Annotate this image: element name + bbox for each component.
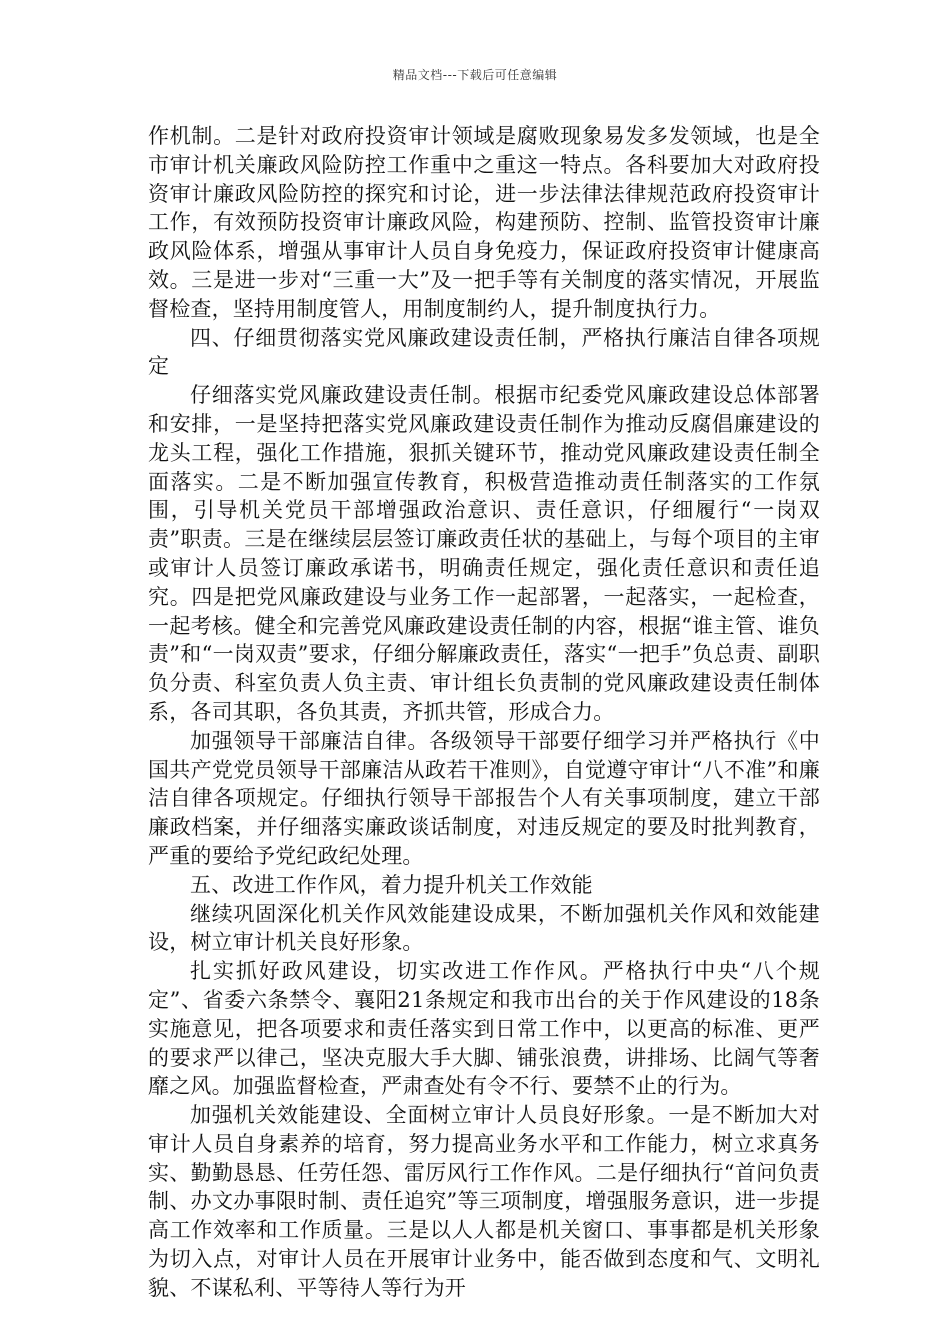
paragraph-leader-self-discipline: 加强领导干部廉洁自律。各级领导干部要仔细学习并严格执行《中国共产党党员领导干部廉洁从政若干准则》，自觉遵守审计“八不准”和廉洁自律各项规定。仔细执行领导干部报告个人有关事项制度，建立干部廉政档案，并仔细落实廉政谈话制度，对违反规定的要及时批判教育，严重的要给予党纪政纪处理。 [148,728,820,868]
section-heading-five: 五、改进工作作风，着力提升机关工作效能 [190,872,593,897]
paragraph-image-building: 加强机关效能建设、全面树立审计人员良好形象。一是不断加大对审计人员自身素养的培育，努力提高业务水平和工作能力，树立求真务实、勤勤恳恳、任劳任怨、雷厉风行工作作风。二是仔细执行“首问负责制、办文办事限时制、责任追究”等三项制度，增强服务意识，进一步提高工作效率和工作质量。三是以人人都是机关窗口、事事都是机关形象为切入点，对审计人员在开展审计业务中，能否做到态度和气、文明礼貌、不谋私利、平等待人等行为开 [148,1103,820,1300]
paragraph-work-style: 扎实抓好政风建设，切实改进工作作风。严格执行中央“八个规定”、省委六条禁令、襄阳21条规定和我市出台的关于作风建设的18条实施意见，把各项要求和责任落实到日常工作中，以更高的标准、更严的要求严以律己，坚决克服大手大脚、铺张浪费，讲排场、比阔气等奢靡之风。加强监督检查，严肃查处有令不行、要禁不止的行为。 [148,959,820,1099]
paragraph-continuation: 作机制。二是针对政府投资审计领域是腐败现象易发多发领域，也是全市审计机关廉政风险防控工作重中之重这一特点。各科要加大对政府投资审计廉政风险防控的探究和讨论，进一步法律法律规范政府投资审计工作，有效预防投资审计廉政风险，构建预防、控制、监管投资审计廉政风险体系，增强从事审计人员自身免疫力，保证政府投资审计健康高效。三是进一步对“三重一大”及一把手等有关制度的落实情况，开展监督检查，坚持用制度管人，用制度制约人，提升制度执行力。 [148,124,820,321]
section-heading-four: 四、仔细贯彻落实党风廉政建设责任制，严格执行廉洁自律各项规定 [148,325,820,379]
page-header: 精品文档---下载后可任意编辑 [392,68,558,82]
document-body [148,122,820,1303]
paragraph-efficiency-building: 继续巩固深化机关作风效能建设成果，不断加强机关作风和效能建设，树立审计机关良好形象。 [148,901,820,955]
paragraph-responsibility-system: 仔细落实党风廉政建设责任制。根据市纪委党风廉政建设总体部署和安排，一是坚持把落实党风廉政建设责任制作为推动反腐倡廉建设的龙头工程，强化工作措施，狠抓关键环节，推动党风廉政建设责任制全面落实。二是不断加强宣传教育，积极营造推动责任制落实的工作氛围，引导机关党员干部增强政治意识、责任意识，仔细履行“一岗双责”职责。三是在继续层层签订廉政责任状的基础上，与每个项目的主审或审计人员签订廉政承诺书，明确责任规定，强化责任意识和责任追究。四是把党风廉政建设与业务工作一起部署，一起落实，一起检查，一起考核。健全和完善党风廉政建设责任制的内容，根据“谁主管、谁负责”和“一岗双责”要求，仔细分解廉政责任，落实“一把手”负总责、副职负分责、科室负责人负主责、审计组长负责制的党风廉政建设责任制体系，各司其职，各负其责，齐抓共管，形成合力。 [148,383,820,724]
